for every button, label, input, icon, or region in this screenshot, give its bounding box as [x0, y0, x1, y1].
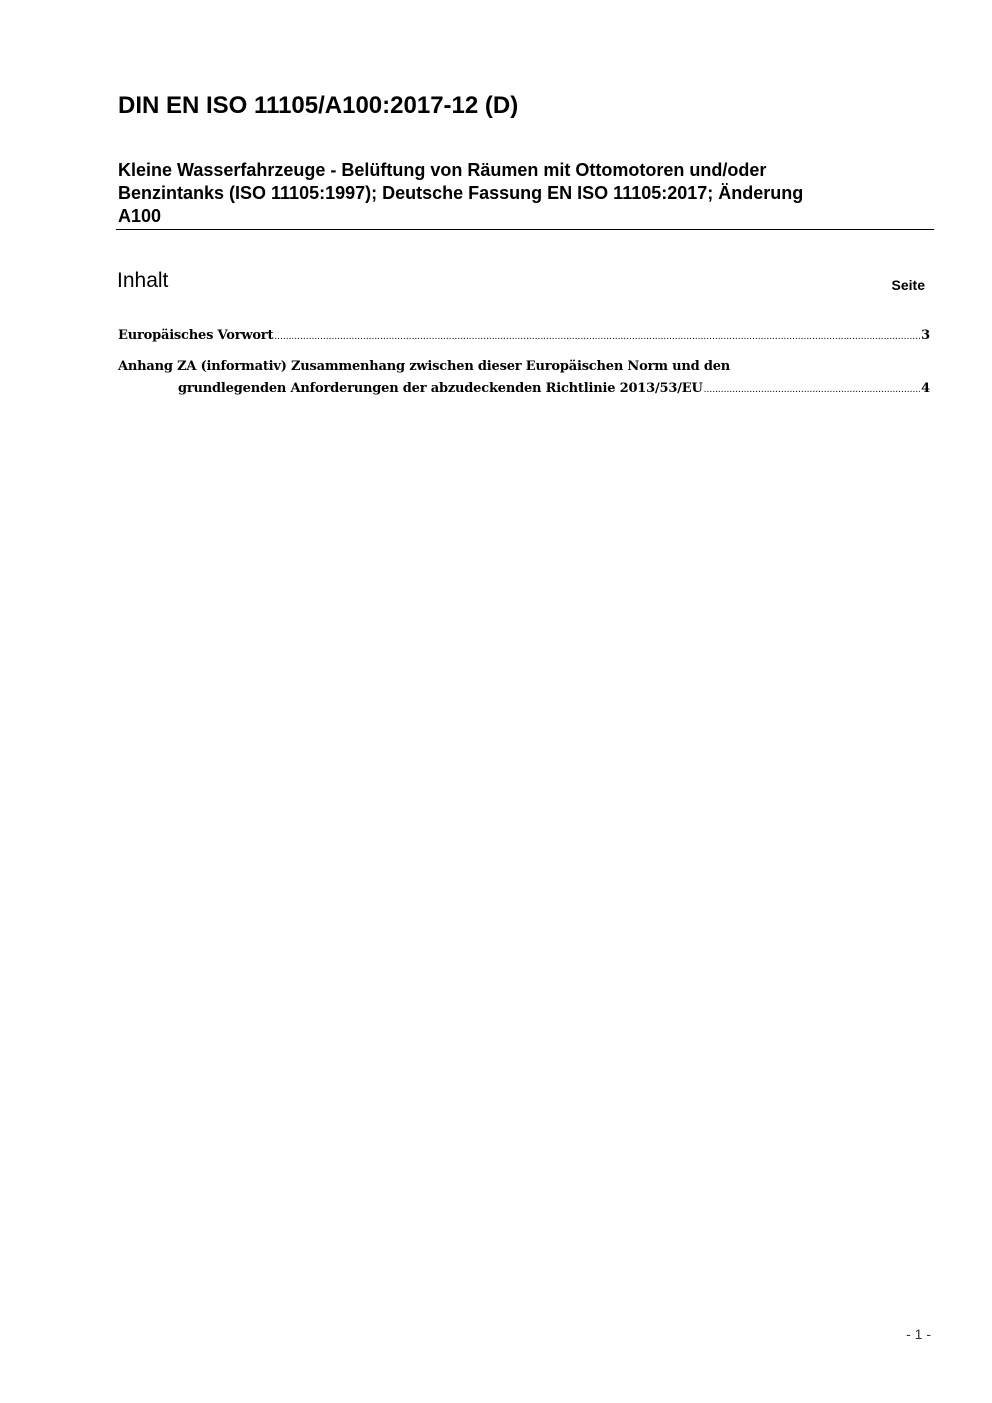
table-of-contents [118, 325, 930, 409]
subtitle-line: Kleine Wasserfahrzeuge - Belüftung von Räumen mit Ottomotoren und/oder [118, 160, 767, 180]
toc-page-column-label: Seite [891, 277, 925, 293]
subtitle-line: A100 [118, 206, 162, 226]
toc-entry-row [118, 325, 930, 348]
toc-dot-leader [274, 326, 920, 348]
toc-heading: Inhalt [117, 269, 169, 292]
toc-entry-title-continued: grundlegenden Anforderungen der abzudeckenden Richtlinie 2013/53/EU [178, 381, 703, 396]
toc-dot-leader [704, 379, 921, 401]
title-divider [116, 229, 934, 230]
document-subtitle [118, 159, 918, 228]
subtitle-line: Benzintanks (ISO 11105:1997); Deutsche Fassung EN ISO 11105:2017; Änderung [118, 183, 804, 203]
toc-entry-page: 4 [921, 381, 930, 396]
toc-entry-row [118, 356, 930, 378]
page-number: - 1 - [906, 1326, 931, 1342]
toc-entry-title: Europäisches Vorwort [118, 328, 274, 343]
toc-entry-row-continued [118, 378, 930, 401]
toc-entry-page: 3 [921, 328, 930, 343]
toc-entry-europaeisches-vorwort[interactable] [118, 325, 930, 348]
document-title: DIN EN ISO 11105/A100:2017-12 (D) [118, 92, 519, 119]
toc-entry-title: Anhang ZA (informativ) Zusammenhang zwischen dieser Europäischen Norm und den [118, 359, 731, 374]
toc-entry-anhang-za[interactable] [118, 356, 930, 401]
